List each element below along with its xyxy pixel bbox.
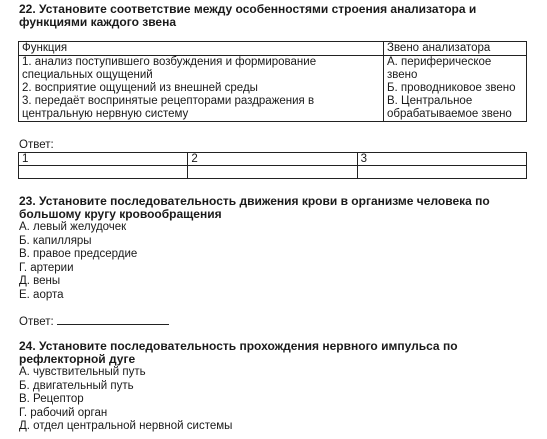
col-header-function: Функция — [19, 42, 384, 56]
link-line: А. периферическое — [387, 56, 492, 68]
function-line: 1. анализ поступившего возбуждения и формирование — [22, 56, 317, 68]
answer-col-2: 2 — [188, 153, 357, 166]
q23-answer-label: Ответ: — [19, 316, 54, 328]
table-header-row — [19, 42, 527, 56]
q22-title-line1: 22. Установите соответствие между особенностями строения анализатора и — [19, 2, 477, 16]
function-line: специальных ощущений — [22, 69, 153, 81]
function-line: 2. восприятие ощущений из внешней среды — [22, 82, 258, 94]
q22-matching-table — [18, 41, 527, 122]
q24-options-list — [19, 366, 232, 434]
q24-title-line1: 24. Установите последовательность прохождения нервного импульса по — [19, 339, 458, 353]
q23-title-line1: 23. Установите последовательность движения крови в организме человека по — [19, 194, 490, 208]
answer-header-row — [19, 153, 527, 166]
answer-cell-1[interactable] — [19, 166, 188, 179]
q23-title-line2: большому кругу кровообращения — [19, 207, 222, 221]
functions-cell — [19, 56, 384, 122]
list-item: В. Рецептор — [19, 393, 84, 405]
q24-title — [19, 340, 458, 366]
q24-title-line2: рефлекторной дуге — [19, 352, 136, 366]
table-row — [19, 56, 527, 122]
list-item: А. левый желудочек — [19, 221, 127, 233]
list-item: Б. капилляры — [19, 234, 92, 247]
q23-options-list — [19, 221, 137, 302]
q23-answer-blank[interactable] — [57, 313, 169, 325]
link-line: Б. проводниковое звено — [387, 82, 516, 94]
link-line: звено — [387, 69, 418, 81]
list-item: Д. вены — [19, 275, 61, 287]
list-item: Д. отдел центральной нервной системы — [19, 420, 233, 432]
q22-title-line2: функциями каждого звена — [19, 15, 177, 29]
q22-answer-label: Ответ: — [19, 139, 54, 151]
link-line: В. Центральное — [387, 95, 473, 107]
list-item: Б. двигательный путь — [19, 379, 134, 392]
list-item: В. правое предсердие — [19, 248, 138, 260]
function-line: центральную нервную систему — [22, 108, 189, 120]
list-item: Г. артерии — [19, 261, 74, 274]
list-item: Е. аорта — [19, 288, 64, 301]
answer-col-3: 3 — [357, 153, 526, 166]
list-item: А. чувствительный путь — [19, 366, 146, 378]
links-cell — [384, 56, 527, 122]
q23-title — [19, 195, 490, 221]
q22-answer-table[interactable] — [18, 152, 527, 179]
function-line: 3. передаёт воспринятые рецепторами раздражения в — [22, 95, 315, 107]
link-line: обрабатываемое звено — [387, 108, 512, 120]
answer-input-row[interactable] — [19, 166, 527, 179]
col-header-link: Звено анализатора — [384, 42, 527, 56]
answer-cell-2[interactable] — [188, 166, 357, 179]
q23-answer — [19, 313, 169, 330]
list-item: Г. рабочий орган — [19, 406, 108, 419]
q22-title — [19, 3, 476, 29]
answer-col-1: 1 — [19, 153, 188, 166]
answer-cell-3[interactable] — [357, 166, 526, 179]
